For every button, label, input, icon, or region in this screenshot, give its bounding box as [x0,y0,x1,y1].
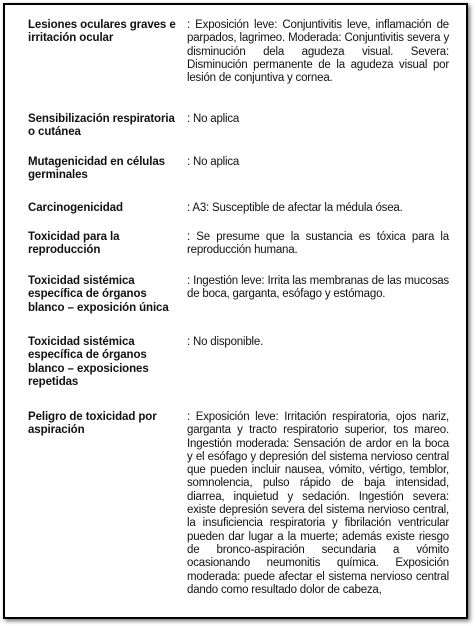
row-value: : Exposición leve: Irritación respiratoria, ojos nariz, garganta y tracto respiratorio superior, tos mareo. Ingestión moderada: Sensación de ardor en la boca y el esófago y depresión del sistema nervioso central que pueden incluir nausea, vómito, vértigo, temblor, somnolencia, pulso rápido de baja intensidad, diarrea, inquietud y sedación. Ingestión severa: existe depresión severa del sistema nervioso central, la insuficiencia respiratoria y fibrilación ventricular pueden dar lugar a la muerte; además existe riesgo de bronco-aspiración secundaria a vómito ocasionando neumonitis química. Exposición moderada: puede afectar el sistema nervioso central dando como resultado dolor de cabeza, [187,411,449,596]
row-value: : A3: Susceptible de afectar la médula ósea. [187,202,403,214]
row-value: : No disponible. [187,336,264,348]
row-label: Mutagenicidad en células germinales [28,156,165,182]
row-value: : Se presume que la sustancia es tóxica para la reproducción humana. [187,231,449,257]
row-label: Toxicidad para la reproducción [28,231,120,257]
row-label: Carcinogenicidad [28,202,123,214]
row-label: Toxicidad sistémica específica de órganos blanco – exposiciones repetidas [28,336,149,388]
row-value: : No aplica [187,156,240,168]
row-value: : Ingestión leve: Irrita las membranas de las mucosas de boca, garganta, esófago y estómago. [187,275,449,301]
document-frame [3,3,468,619]
row-label: Toxicidad sistémica específica de órganos blanco – exposición única [28,275,169,314]
row-value: : No aplica [187,113,240,125]
row-label: Lesiones oculares graves e irritación ocular [28,19,176,45]
row-label: Peligro de toxicidad por aspiración [28,411,157,437]
row-value: : Exposición leve: Conjuntivitis leve, inflamación de parpados, lagrimeo. Moderada: Conjuntivitis severa y disminución dela agudeza visual. Severa: Disminución permanente de la agudeza visual por lesión de conjuntiva y cornea. [187,19,449,85]
row-label: Sensibilización respiratoria o cutánea [28,113,175,139]
